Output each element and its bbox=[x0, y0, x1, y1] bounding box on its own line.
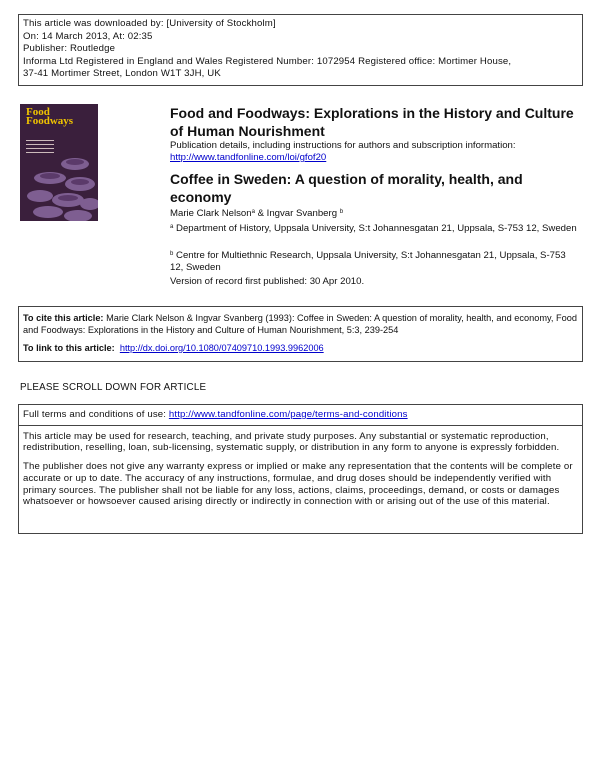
publication-details bbox=[170, 140, 516, 164]
download-line: On: 14 March 2013, At: 02:35 bbox=[23, 30, 153, 42]
download-line: Informa Ltd Registered in England and Wales Registered Number: 1072954 Registered office: Mortimer House, bbox=[23, 55, 512, 67]
link-row bbox=[23, 342, 578, 354]
authors bbox=[170, 208, 343, 220]
author-1: Marie Clark Nelson bbox=[170, 208, 252, 219]
affiliation-b bbox=[170, 250, 580, 274]
cover-title bbox=[26, 108, 73, 126]
citation-box bbox=[18, 306, 583, 362]
link-label: To link to this article: bbox=[23, 343, 115, 353]
journal-title: Food and Foodways: Explorations in the History and Culture of Human Nourishment bbox=[170, 105, 574, 139]
terms-prefix: Full terms and conditions of use: bbox=[23, 409, 167, 420]
author-2: & Ingvar Svanberg bbox=[254, 208, 338, 219]
author-2-affil-mark: b bbox=[339, 209, 344, 215]
cite-label: To cite this article: bbox=[23, 313, 104, 323]
journal-cover-image bbox=[20, 104, 98, 221]
terms-row bbox=[23, 409, 578, 421]
doi-link[interactable]: http://dx.doi.org/10.1080/07409710.1993.9962006 bbox=[119, 343, 324, 353]
publication-details-text: Publication details, including instructions for authors and subscription information: bbox=[170, 140, 516, 151]
affiliation-a bbox=[170, 223, 580, 235]
cover-title-line2: Foodways bbox=[26, 115, 74, 127]
affiliation-b-mark: b bbox=[170, 251, 174, 257]
affiliation-b-text: Centre for Multiethnic Research, Uppsala University, S:t Johannesgatan 21, Uppsala, S-753 12, Sweden bbox=[170, 250, 566, 273]
terms-box bbox=[18, 404, 583, 534]
affiliation-a-mark: a bbox=[170, 224, 174, 230]
divider bbox=[19, 425, 582, 426]
affiliation-a-text: Department of History, Uppsala University, S:t Johannesgatan 21, Uppsala, S-753 12, Sweden bbox=[176, 223, 577, 234]
article-title: Coffee in Sweden: A question of morality, health, and economy bbox=[170, 171, 523, 205]
scroll-down-note: PLEASE SCROLL DOWN FOR ARTICLE bbox=[20, 382, 207, 393]
download-info-box bbox=[18, 14, 583, 86]
download-line: This article was downloaded by: [University of Stockholm] bbox=[23, 18, 276, 29]
cover-title-line1: Food bbox=[26, 106, 50, 118]
terms-paragraph-1: This article may be used for research, teaching, and private study purposes. Any substantial or systematic reproduction, redistribution, reselling, loan, sub-licensing, systematic supply, or distribution in any form to anyone is expressly forbidden. bbox=[23, 430, 560, 454]
journal-link[interactable]: http://www.tandfonline.com/loi/gfof20 bbox=[170, 152, 327, 163]
cite-text: Marie Clark Nelson & Ingvar Svanberg (1993): Coffee in Sweden: A question of morality, health, and economy, Food and Foodways: Explorations in the History and Culture of Human Nourishment, 5:3, 239-254 bbox=[23, 313, 577, 335]
download-line: Publisher: Routledge bbox=[23, 43, 116, 55]
download-line: 37-41 Mortimer Street, London W1T 3JH, UK bbox=[23, 68, 221, 80]
terms-paragraph-2: The publisher does not give any warranty express or implied or make any representation that the contents will be complete or accurate or up to date. The accuracy of any instructions, formulae, and drug doses should be independently verified with primary sources. The publisher shall not be liable for any loss, actions, claims, proceedings, demand, or costs or damages whatsoever or howsoever caused arising directly or indirectly in connection with or arising out of the use of this material. bbox=[23, 461, 573, 508]
cover-text-block bbox=[26, 140, 54, 166]
author-1-affil-mark: a bbox=[251, 209, 255, 215]
terms-link[interactable]: http://www.tandfonline.com/page/terms-and-conditions bbox=[168, 409, 408, 420]
cite-row bbox=[23, 312, 578, 336]
version-of-record: Version of record first published: 30 Apr 2010. bbox=[170, 276, 365, 287]
